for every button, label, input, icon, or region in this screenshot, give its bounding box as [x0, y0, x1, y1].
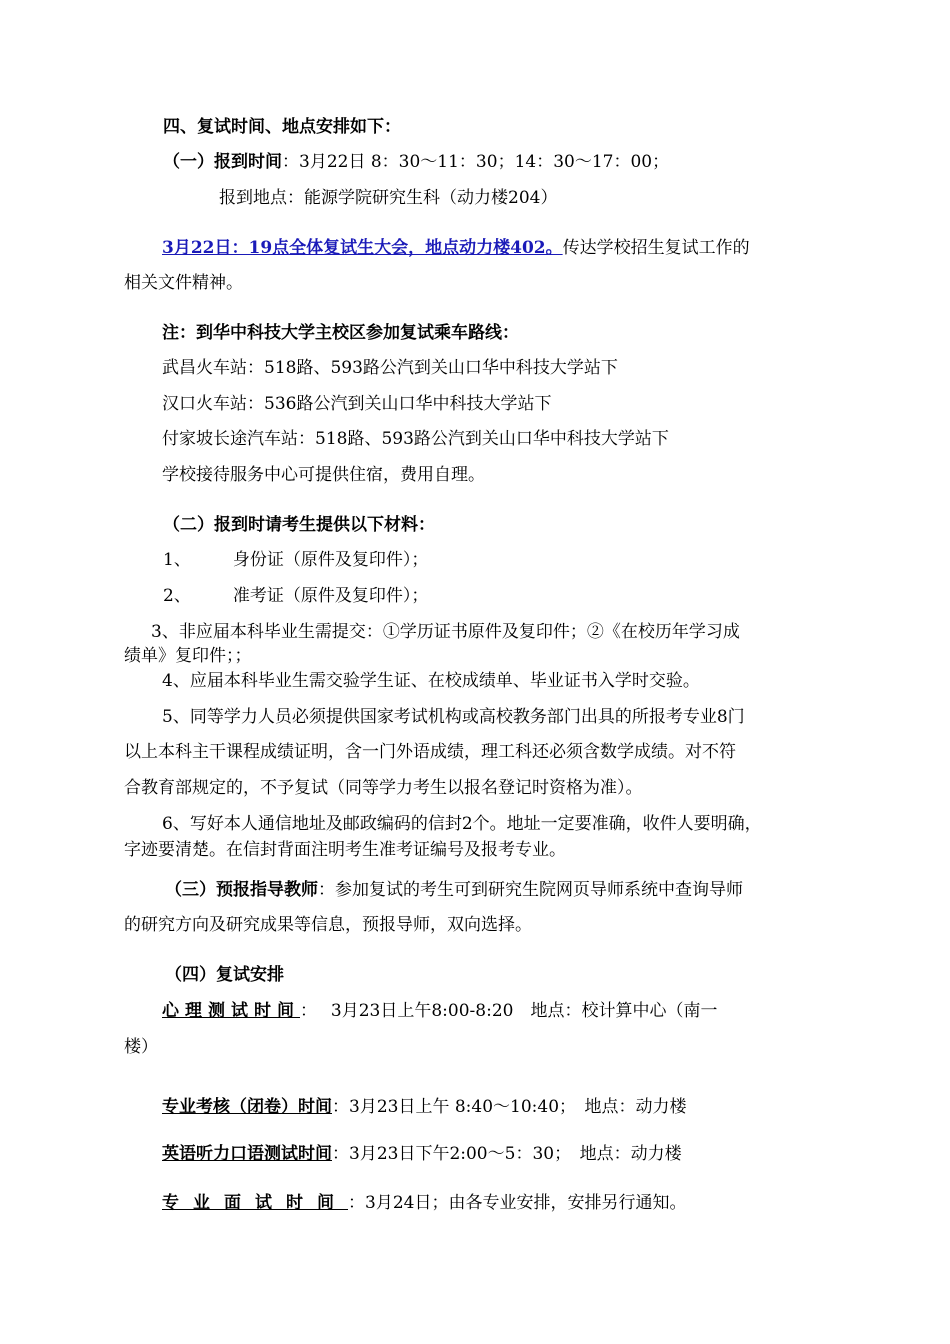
english-test-label: 英语听力口语测试时间 [162, 1144, 332, 1164]
material-item-6: 6、写好本人通信地址及邮政编码的信封2个。地址一定要准确，收件人要明确， [162, 814, 762, 834]
material-text: 准考证（原件及复印件）； [232, 586, 429, 606]
material-number: 1、 [163, 550, 191, 570]
route-item: 付家坡长途汽车站：518路、593路公汽到关山口华中科技大学站下 [162, 429, 669, 449]
route-item: 武昌火车站：518路、593路公汽到关山口华中科技大学站下 [162, 358, 618, 378]
interview-label: 专业面试时间 [162, 1193, 348, 1213]
psych-test-label: 心理测试时间 [162, 1001, 300, 1021]
route-item: 汉口火车站：536路公汽到关山口华中科技大学站下 [162, 394, 552, 414]
material-item [163, 549, 950, 571]
meeting-highlight-link[interactable]: 3月22日：19点全体复试生大会，地点动力楼402。 [162, 238, 563, 258]
english-test-line [162, 1143, 950, 1165]
material-item-3: 3、非应届本科毕业生需提交：①学历证书原件及复印件；②《在校历年学习成 [151, 622, 740, 642]
advisor-text-continued: 的研究方向及研究成果等信息，预报导师，双向选择。 [124, 915, 532, 935]
report-time-value: ：3月22日 8：30～11：30；14：30～17：00； [282, 152, 670, 172]
report-time-label: （一）报到时间 [163, 152, 282, 172]
meeting-text-continued: 相关文件精神。 [124, 273, 243, 293]
schedule-heading: （四）复试安排 [165, 965, 284, 985]
psych-test-line [162, 1000, 950, 1022]
report-time-line [163, 151, 950, 173]
note-heading: 注：到华中科技大学主校区参加复试乘车路线： [162, 323, 519, 343]
advisor-text: ：参加复试的考生可到研究生院网页导师系统中查询导师 [318, 880, 743, 900]
material-item-6-continued: 字迹要清楚。在信封背面注明考生准考证编号及报考专业。 [124, 840, 566, 860]
exam-label: 专业考核（闭卷）时间 [162, 1097, 332, 1117]
accommodation-note: 学校接待服务中心可提供住宿，费用自理。 [162, 465, 485, 485]
material-item-5-continued: 以上本科主干课程成绩证明，含一门外语成绩，理工科还必须含数学成绩。对不符 [124, 742, 736, 762]
exam-line [162, 1096, 950, 1118]
psych-test-value: ： 3月23日上午8:00-8:20 地点：校计算中心（南一 [300, 1001, 718, 1021]
material-item-4: 4、应届本科毕业生需交验学生证、在校成绩单、毕业证书入学时交验。 [162, 671, 700, 691]
interview-value: ：3月24日；由各专业安排，安排另行通知。 [348, 1193, 687, 1213]
advisor-label: （三）预报指导教师 [165, 880, 318, 900]
material-item-5-continued: 合教育部规定的，不予复试（同等学力考生以报名登记时资格为准）。 [124, 778, 643, 798]
materials-heading: （二）报到时请考生提供以下材料： [163, 515, 435, 535]
material-number: 2、 [163, 586, 191, 606]
advisor-line [165, 879, 950, 901]
material-item [163, 585, 950, 607]
meeting-text: 传达学校招生复试工作的 [562, 238, 750, 258]
material-item-5: 5、同等学力人员必须提供国家考试机构或高校教务部门出具的所报考专业8门 [162, 707, 745, 727]
material-item-3-continued: 绩单》复印件；； [124, 646, 252, 666]
interview-line [162, 1192, 950, 1214]
exam-value: ：3月23日上午 8:40～10:40； 地点：动力楼 [332, 1097, 687, 1117]
psych-test-continued: 楼） [124, 1037, 158, 1057]
meeting-line [162, 237, 950, 259]
report-place: 报到地点：能源学院研究生科（动力楼204） [219, 188, 558, 208]
material-text: 身份证（原件及复印件）； [232, 550, 429, 570]
section-heading: 四、复试时间、地点安排如下： [163, 117, 401, 137]
english-test-value: ：3月23日下午2:00～5：30； 地点：动力楼 [332, 1144, 682, 1164]
